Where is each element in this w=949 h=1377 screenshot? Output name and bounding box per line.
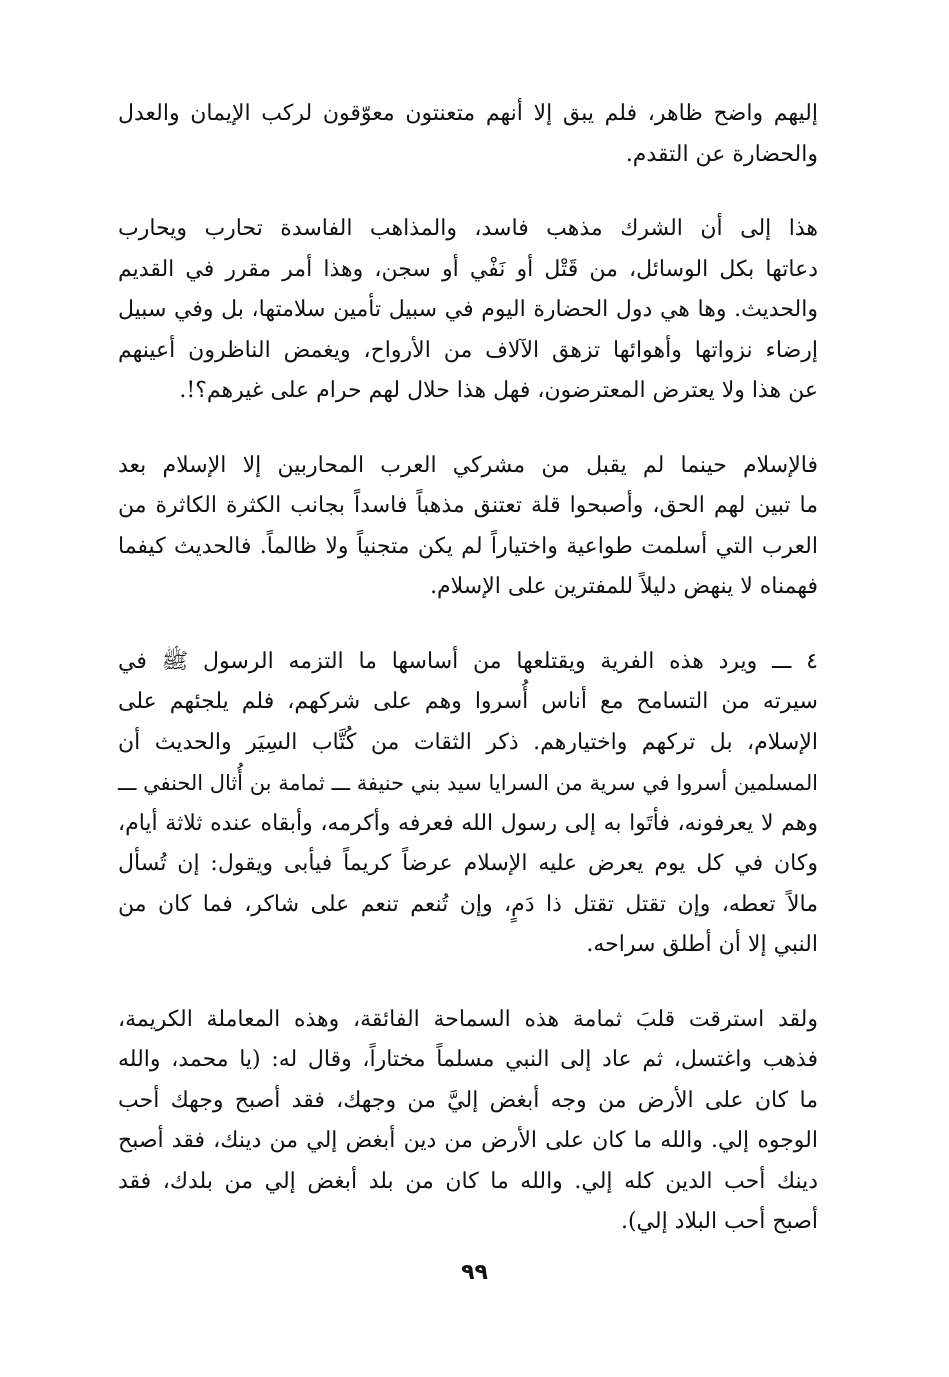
page-number: ٩٩ bbox=[461, 1260, 488, 1285]
paragraph bbox=[118, 446, 818, 608]
text-line: فهمناه لا ينهض دليلاً للمفترين على الإسلام. bbox=[430, 574, 818, 599]
text-line: والحديث. وها هي دول الحضارة اليوم في سبيل تأمين سلامتها، بل وفي سبيل bbox=[118, 297, 818, 322]
body-text bbox=[118, 94, 818, 1243]
text-line: إليهم واضح ظاهر، فلم يبق إلا أنهم متعنتون معوّقون لركب الإيمان والعدل bbox=[118, 101, 818, 126]
text-line: المسلمين أسروا في سرية من السرايا سيد بني حنيفة ـــ ثمامة بن أُثال الحنفي ـــ bbox=[118, 771, 818, 795]
text-line: وهم لا يعرفونه، فأتَوا به إلى رسول الله فعرفه وأكرمه، وأبقاه عنده ثلاثة أيام، bbox=[118, 810, 818, 836]
text-line: سيرته من التسامح مع أناس أُسروا وهم على شركهم، فلم يلجئهم على bbox=[118, 689, 818, 714]
text-line: العرب التي أسلمت طواعية واختياراً لم يكن متجنياً ولا ظالماً. فالحديث كيفما bbox=[118, 533, 818, 559]
text-line: هذا إلى أن الشرك مذهب فاسد، والمذاهب الفاسدة تحارب ويحارب bbox=[118, 216, 818, 241]
paragraph bbox=[118, 1000, 818, 1243]
text-line: دعاتها بكل الوسائل، من قَتْل أو نَفْي أو سجن، وهذا أمر مقرر في القديم bbox=[118, 256, 818, 282]
text-line: فالإسلام حينما لم يقبل من مشركي العرب المحاربين إلا الإسلام بعد bbox=[118, 452, 818, 478]
paragraph bbox=[118, 642, 818, 966]
text-line: مالاً تعطه، وإن تقتل تقتل ذا دَمٍ، وإن تُنعم تنعم على شاكر، فما كان من bbox=[118, 891, 818, 917]
paragraph bbox=[118, 209, 818, 412]
text-line: ٤ ـــ ويرد هذه الفرية ويقتلعها من أساسها ما التزمه الرسول ﷺ في bbox=[118, 648, 818, 674]
text-line: أصبح أحب البلاد إلي). bbox=[620, 1209, 818, 1234]
text-line: والحضارة عن التقدم. bbox=[625, 141, 818, 167]
text-line: الوجوه إلي. والله ما كان على الأرض من دين أبغض إلي من دينك، فقد أصبح bbox=[118, 1128, 818, 1153]
text-line: وكان في كل يوم يعرض عليه الإسلام عرضاً كريماً فيأبى ويقول: إن تُسأل bbox=[118, 851, 818, 876]
text-line: ما تبين لهم الحق، وأصبحوا قلة تعتنق مذهباً فاسداً بجانب الكثرة الكاثرة من bbox=[118, 493, 818, 518]
text-line: ما كان على الأرض من وجه أبغض إليَّ من وجهك، فقد أصبح وجهك أحب bbox=[118, 1087, 818, 1113]
text-line: إرضاء نزواتها وأهوائها تزهق الآلاف من الأرواح، ويغمض الناظرون أعينهم bbox=[118, 337, 818, 363]
text-line: دينك أحب الدين كله إلي. والله ما كان من بلد أبغض إلي من بلدك، فقد bbox=[118, 1168, 818, 1194]
text-line: النبي إلا أن أطلق سراحه. bbox=[586, 932, 818, 957]
text-line: فذهب واغتسل، ثم عاد إلى النبي مسلماً مختاراً، وقال له: (يا محمد، والله bbox=[118, 1047, 818, 1072]
text-line: الإسلام، بل تركهم واختيارهم. ذكر الثقات من كُتَّاب السِيَر والحديث أن bbox=[118, 729, 818, 755]
paragraph bbox=[118, 94, 818, 175]
text-line: عن هذا ولا يعترض المعترضون، فهل هذا حلال لهم حرام على غيرهم؟!. bbox=[179, 378, 818, 403]
text-line: ولقد استرقت قلبَ ثمامة هذه السماحة الفائقة، وهذه المعاملة الكريمة، bbox=[118, 1006, 818, 1032]
